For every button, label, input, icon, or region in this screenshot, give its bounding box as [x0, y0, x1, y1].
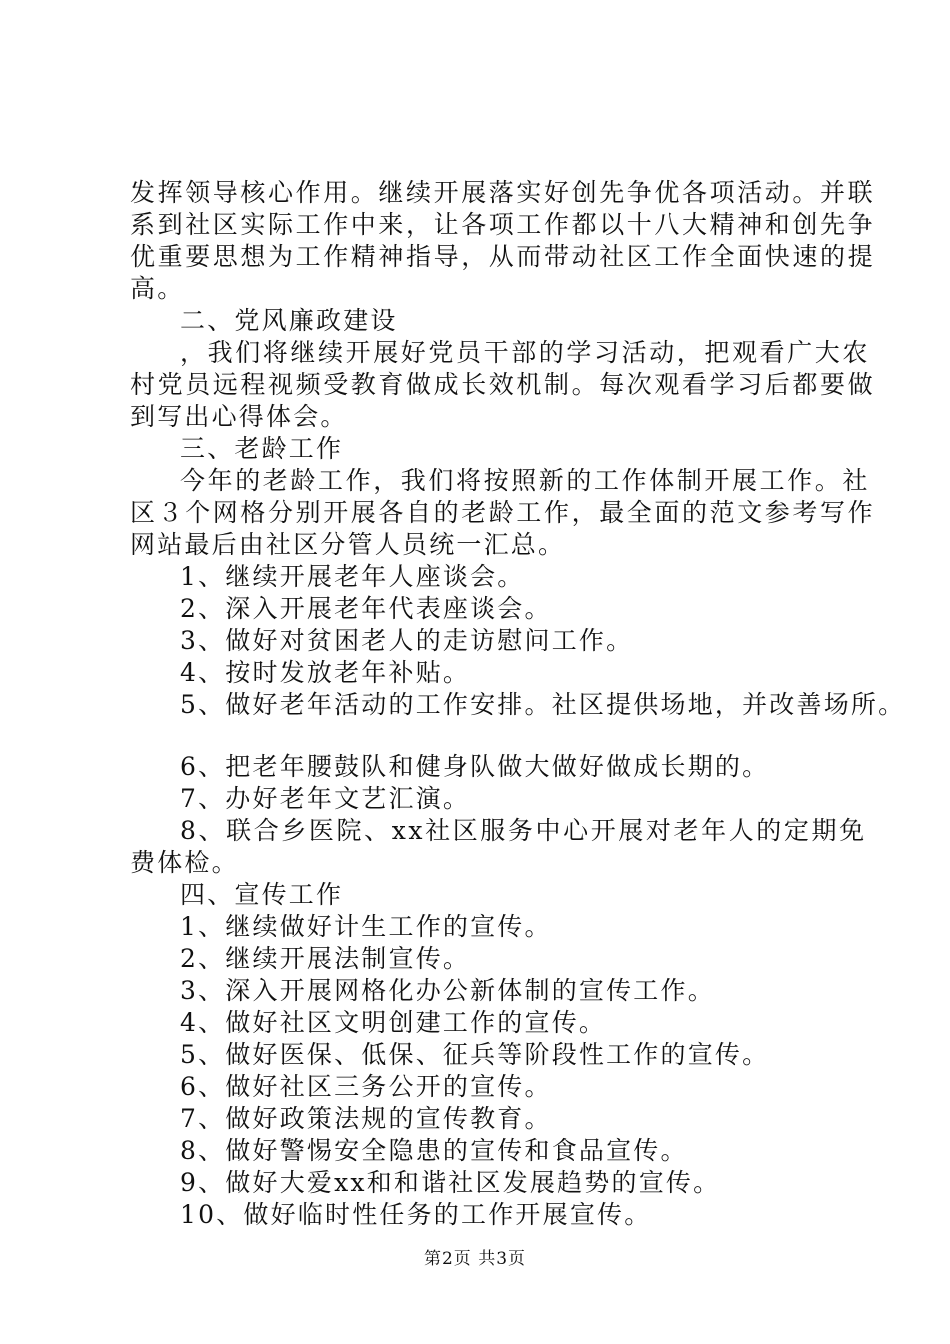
paragraph-line: 今年的老龄工作，我们将按照新的工作体制开展工作。社: [180, 466, 871, 495]
list-item: 8、联合乡医院、xx社区服务中心开展对老年人的定期免: [180, 816, 867, 845]
list-item: 4、做好社区文明创建工作的宣传。: [180, 1008, 607, 1037]
list-item: 7、办好老年文艺汇演。: [180, 784, 471, 813]
list-item: 7、做好政策法规的宣传教育。: [180, 1104, 552, 1133]
section-heading: 三、老龄工作: [180, 434, 344, 463]
list-item: 4、按时发放老年补贴。: [180, 658, 471, 687]
list-item: 3、深入开展网格化办公新体制的宣传工作。: [180, 976, 715, 1005]
list-item: 8、做好警惕安全隐患的宣传和食品宣传。: [180, 1136, 688, 1165]
list-item: 5、做好医保、低保、征兵等阶段性工作的宣传。: [180, 1040, 770, 1069]
paragraph-line: 网站最后由社区分管人员统一汇总。: [130, 530, 566, 559]
list-item: 6、做好社区三务公开的宣传。: [180, 1072, 552, 1101]
page-footer: 第2页 共3页: [423, 1249, 527, 1269]
list-item: 5、做好老年活动的工作安排。社区提供场地，并改善场所。: [180, 690, 906, 719]
section-heading: 二、党风廉政建设: [180, 306, 398, 335]
paragraph-line: 村党员远程视频受教育做成长效机制。每次观看学习后都要做: [130, 370, 876, 399]
paragraph-line: 费体检。: [130, 848, 239, 877]
paragraph-line: 系到社区实际工作中来，让各项工作都以十八大精神和创先争: [130, 210, 876, 239]
list-item: 2、继续开展法制宣传。: [180, 944, 471, 973]
paragraph-line: 高。: [130, 274, 185, 303]
list-item: 3、做好对贫困老人的走访慰问工作。: [180, 626, 634, 655]
list-item: 1、继续开展老年人座谈会。: [180, 562, 525, 591]
list-item: 1、继续做好计生工作的宣传。: [180, 912, 552, 941]
list-item: 2、深入开展老年代表座谈会。: [180, 594, 552, 623]
paragraph-line: 发挥领导核心作用。继续开展落实好创先争优各项活动。并联: [130, 178, 876, 207]
list-item: 10、做好临时性任务的工作开展宣传。: [180, 1200, 652, 1229]
list-item: 6、把老年腰鼓队和健身队做大做好做成长期的。: [180, 752, 770, 781]
paragraph-line: 优重要思想为工作精神指导，从而带动社区工作全面快速的提: [130, 242, 876, 271]
section-heading: 四、宣传工作: [180, 880, 344, 909]
paragraph-line: ，我们将继续开展好党员干部的学习活动，把观看广大农: [180, 338, 871, 367]
list-item: 9、做好大爱xx和和谐社区发展趋势的宣传。: [180, 1168, 721, 1197]
paragraph-line: 到写出心得体会。: [130, 402, 348, 431]
paragraph-line: 区３个网格分别开展各自的老龄工作，最全面的范文参考写作: [130, 498, 876, 527]
